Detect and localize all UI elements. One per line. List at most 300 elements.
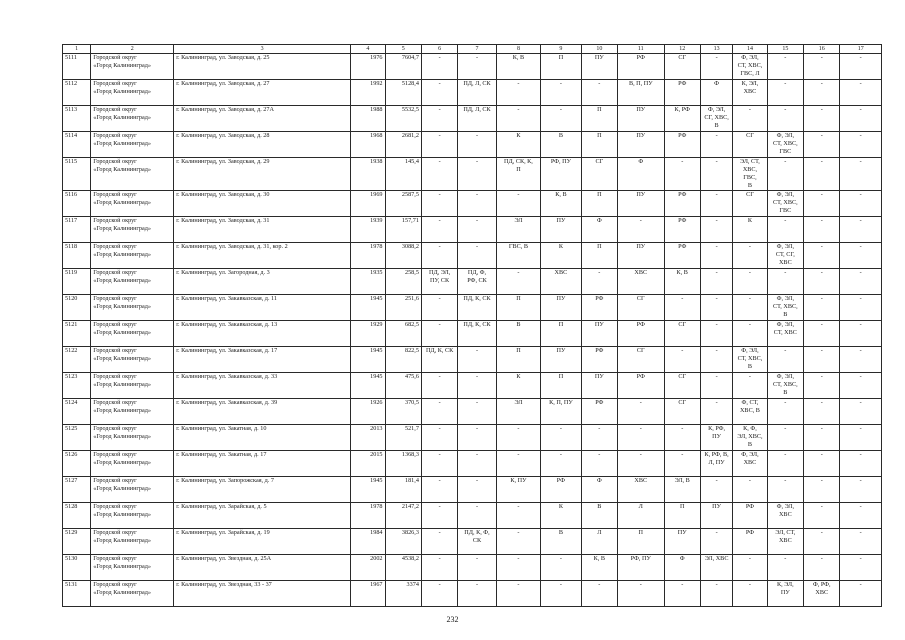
table-cell: Городской округ «Город Калининград» xyxy=(91,191,174,217)
table-cell: г. Калининград, ул. Заводская, д. 30 xyxy=(174,191,351,217)
table-cell: РФ xyxy=(664,243,700,269)
column-number: 5 xyxy=(385,45,421,54)
table-cell: - xyxy=(804,477,840,503)
table-cell: К, РФ xyxy=(664,106,700,132)
table-cell: ПУ xyxy=(618,132,665,158)
table-cell: - xyxy=(804,347,840,373)
table-cell: ПУ xyxy=(581,321,617,347)
table-cell: - xyxy=(767,217,803,243)
table-cell: - xyxy=(804,217,840,243)
table-cell: - xyxy=(700,321,732,347)
table-cell: - xyxy=(700,191,732,217)
table-cell: 5128,4 xyxy=(385,80,421,106)
table-cell: Городской округ «Город Калининград» xyxy=(91,269,174,295)
table-cell: Ф, ЭЛ, СТ, СГ, ХВС xyxy=(767,243,803,269)
table-cell: В xyxy=(541,132,581,158)
table-cell: - xyxy=(421,158,457,191)
table-cell: Городской округ «Город Калининград» xyxy=(91,158,174,191)
table-row xyxy=(63,191,882,217)
table-cell: 1968 xyxy=(351,132,385,158)
table-cell: - xyxy=(767,399,803,425)
table-cell: Городской округ «Город Калининград» xyxy=(91,106,174,132)
table-cell: - xyxy=(421,132,457,158)
table-cell: К, ЭЛ, ПУ xyxy=(767,581,803,607)
table-cell: Ф xyxy=(581,217,617,243)
table-cell: - xyxy=(767,158,803,191)
table-cell: - xyxy=(458,132,496,158)
table-cell: - xyxy=(840,80,882,106)
page-number: 232 xyxy=(446,615,459,624)
table-cell: П xyxy=(496,295,540,321)
table-cell: 157,71 xyxy=(385,217,421,243)
table-cell: Городской округ «Город Калининград» xyxy=(91,503,174,529)
table-row xyxy=(63,295,882,321)
table-cell: ЭЛ, ХВС xyxy=(700,555,732,581)
table-cell: 1945 xyxy=(351,295,385,321)
table-cell: 822,5 xyxy=(385,347,421,373)
table-cell: г. Калининград, ул. Заводская, д. 31, кор. 2 xyxy=(174,243,351,269)
table-row xyxy=(63,477,882,503)
table-cell: В xyxy=(541,529,581,555)
table-cell: 2587,5 xyxy=(385,191,421,217)
table-cell: - xyxy=(541,555,581,581)
table-cell: Городской округ «Город Калининград» xyxy=(91,217,174,243)
table-cell: - xyxy=(767,54,803,80)
table-cell: - xyxy=(421,80,457,106)
table-cell: 1988 xyxy=(351,106,385,132)
table-cell: г. Калининград, ул. Зарайская, д. 5 xyxy=(174,503,351,529)
table-cell: ПУ xyxy=(581,54,617,80)
table-cell: СГ xyxy=(733,132,767,158)
table-cell: - xyxy=(421,425,457,451)
table-cell: Ф xyxy=(700,80,732,106)
table-cell: - xyxy=(421,477,457,503)
table-cell: - xyxy=(421,529,457,555)
table-cell: - xyxy=(767,269,803,295)
table-cell: Городской округ «Город Калининград» xyxy=(91,347,174,373)
table-cell: г. Калининград, ул. Закавказская, д. 39 xyxy=(174,399,351,425)
table-cell: - xyxy=(840,425,882,451)
table-cell: К xyxy=(496,373,540,399)
table-cell: Городской округ «Город Калининград» xyxy=(91,399,174,425)
table-cell: г. Калининград, ул. Закатная, д. 17 xyxy=(174,451,351,477)
table-cell: - xyxy=(840,347,882,373)
table-cell: - xyxy=(496,555,540,581)
column-number: 15 xyxy=(767,45,803,54)
table-cell: - xyxy=(840,581,882,607)
table-cell: - xyxy=(700,581,732,607)
table-cell: РФ xyxy=(541,477,581,503)
table-cell: - xyxy=(804,321,840,347)
table-cell: - xyxy=(618,399,665,425)
table-cell: г. Калининград, ул. Заводская, д. 29 xyxy=(174,158,351,191)
table-cell: РФ xyxy=(581,295,617,321)
table-cell: 2002 xyxy=(351,555,385,581)
table-cell: РФ xyxy=(664,191,700,217)
table-cell: - xyxy=(804,555,840,581)
table-cell: СГ xyxy=(664,54,700,80)
table-cell: - xyxy=(840,555,882,581)
table-cell: К, В xyxy=(664,269,700,295)
table-cell: - xyxy=(840,54,882,80)
table-cell: 1978 xyxy=(351,503,385,529)
table-cell: г. Калининград, ул. Загородная, д. 3 xyxy=(174,269,351,295)
table-row xyxy=(63,217,882,243)
table-cell: - xyxy=(840,451,882,477)
table-cell: - xyxy=(458,373,496,399)
table-row xyxy=(63,347,882,373)
table-cell: ПД, К, СК xyxy=(421,347,457,373)
column-number: 14 xyxy=(733,45,767,54)
table-cell: - xyxy=(421,321,457,347)
table-cell: ЭЛ, СТ, ХВС xyxy=(767,529,803,555)
table-cell: - xyxy=(767,425,803,451)
table-cell: К, Ф, ЭЛ, ХВС, В xyxy=(733,425,767,451)
table-cell: К, ПУ xyxy=(496,477,540,503)
table-cell: - xyxy=(700,158,732,191)
table-cell: - xyxy=(700,269,732,295)
table-cell: - xyxy=(840,399,882,425)
table-cell: г. Калининград, ул. Заводская, д. 25 xyxy=(174,54,351,80)
table-cell: Ф, ЭЛ, СТ, ХВС xyxy=(767,321,803,347)
table-cell: - xyxy=(840,191,882,217)
table-cell: Ф, ЭЛ, СТ, ХВС, ГВС xyxy=(767,191,803,217)
table-cell: Ф xyxy=(664,555,700,581)
table-cell: 5116 xyxy=(63,191,91,217)
table-cell: - xyxy=(767,347,803,373)
table-cell: К xyxy=(496,132,540,158)
column-number: 17 xyxy=(840,45,882,54)
table-cell: К, П, ПУ xyxy=(541,399,581,425)
table-cell: 1984 xyxy=(351,529,385,555)
table-cell: 5128 xyxy=(63,503,91,529)
table-cell: - xyxy=(458,477,496,503)
table-cell: ПД, Ф, РФ, СК xyxy=(458,269,496,295)
table-cell: Ф, ЭЛ, ХВС xyxy=(767,503,803,529)
column-number: 10 xyxy=(581,45,617,54)
table-cell: Ф, ЭЛ, СТ, ХВС, ГВС, Л xyxy=(733,54,767,80)
column-number: 11 xyxy=(618,45,665,54)
table-cell: 4538,2 xyxy=(385,555,421,581)
table-cell: - xyxy=(804,243,840,269)
table-cell: РФ xyxy=(733,503,767,529)
column-number: 13 xyxy=(700,45,732,54)
table-cell: 2147,2 xyxy=(385,503,421,529)
table-cell: РФ xyxy=(664,217,700,243)
table-cell: СГ xyxy=(733,191,767,217)
table-cell: - xyxy=(421,555,457,581)
table-cell: Ф, ЭЛ, СТ, ХВС, ГВС xyxy=(767,132,803,158)
table-cell: - xyxy=(496,106,540,132)
table-cell: г. Калининград, ул. Звездная, д. 25А xyxy=(174,555,351,581)
table-cell: г. Калининград, ул. Заводская, д. 27А xyxy=(174,106,351,132)
table-cell: Городской округ «Город Калининград» xyxy=(91,477,174,503)
table-cell: - xyxy=(421,191,457,217)
table-cell: г. Калининград, ул. Закавказская, д. 17 xyxy=(174,347,351,373)
table-cell: ЭЛ xyxy=(496,399,540,425)
table-cell: 5114 xyxy=(63,132,91,158)
table-cell: Городской округ «Город Калининград» xyxy=(91,321,174,347)
table-cell: К, ЭЛ, ХВС xyxy=(733,80,767,106)
table-cell: Ф, ЭЛ, СТ, ХВС, В xyxy=(767,295,803,321)
table-cell: 5120 xyxy=(63,295,91,321)
table-cell: - xyxy=(700,217,732,243)
table-cell: - xyxy=(581,451,617,477)
table-cell: 5121 xyxy=(63,321,91,347)
table-cell: - xyxy=(581,269,617,295)
table-cell: К, В xyxy=(541,191,581,217)
table-cell: ПУ xyxy=(541,217,581,243)
table-cell: - xyxy=(804,373,840,399)
table-cell: СГ xyxy=(664,399,700,425)
table-cell: К xyxy=(541,503,581,529)
table-cell: Городской округ «Город Калининград» xyxy=(91,373,174,399)
table-cell: ПУ xyxy=(541,295,581,321)
table-cell: РФ xyxy=(618,321,665,347)
table-cell: Городской округ «Город Калининград» xyxy=(91,529,174,555)
table-row xyxy=(63,243,882,269)
table-cell: ПУ xyxy=(700,503,732,529)
table-cell: РФ, ПУ xyxy=(618,555,665,581)
table-cell: 7604,7 xyxy=(385,54,421,80)
table-cell: - xyxy=(421,373,457,399)
table-cell: - xyxy=(421,217,457,243)
table-cell: - xyxy=(700,295,732,321)
table-cell: 5125 xyxy=(63,425,91,451)
column-number: 9 xyxy=(541,45,581,54)
table-cell: - xyxy=(733,477,767,503)
table-cell: Городской округ «Город Калининград» xyxy=(91,295,174,321)
table-cell: 5119 xyxy=(63,269,91,295)
table-cell: 475,6 xyxy=(385,373,421,399)
table-cell: - xyxy=(804,503,840,529)
table-cell: 5130 xyxy=(63,555,91,581)
table-cell: - xyxy=(804,295,840,321)
table-cell: 181,4 xyxy=(385,477,421,503)
table-cell: 5129 xyxy=(63,529,91,555)
table-cell: - xyxy=(664,581,700,607)
registry-table xyxy=(62,44,882,607)
table-cell: - xyxy=(804,191,840,217)
table-cell: - xyxy=(840,243,882,269)
table-cell: 1945 xyxy=(351,477,385,503)
table-cell: - xyxy=(421,581,457,607)
table-cell: - xyxy=(541,451,581,477)
table-cell: ПУ xyxy=(618,243,665,269)
table-row xyxy=(63,54,882,80)
table-cell: 1935 xyxy=(351,269,385,295)
table-cell: - xyxy=(421,399,457,425)
table-cell: ПУ xyxy=(581,373,617,399)
table-cell: СГ xyxy=(664,373,700,399)
table-row xyxy=(63,581,882,607)
table-cell: К xyxy=(733,217,767,243)
table-cell: 1976 xyxy=(351,54,385,80)
table-cell: - xyxy=(804,54,840,80)
table-cell: - xyxy=(496,451,540,477)
column-number: 4 xyxy=(351,45,385,54)
table-cell: - xyxy=(421,106,457,132)
table-cell: ХВС xyxy=(618,477,665,503)
table-cell: 1978 xyxy=(351,243,385,269)
table-cell: - xyxy=(767,80,803,106)
table-cell: СГ xyxy=(664,321,700,347)
table-cell: - xyxy=(840,373,882,399)
table-cell: Городской округ «Город Калининград» xyxy=(91,581,174,607)
table-cell: - xyxy=(581,80,617,106)
table-cell: Ф, ЭЛ, СТ, ХВС, В xyxy=(733,347,767,373)
table-cell: г. Калининград, ул. Заводская, д. 28 xyxy=(174,132,351,158)
table-cell: 370,5 xyxy=(385,399,421,425)
table-cell: ПУ xyxy=(618,191,665,217)
table-cell: К xyxy=(541,243,581,269)
table-cell: ПД, К, СК xyxy=(458,321,496,347)
table-cell: П xyxy=(496,347,540,373)
table-cell: - xyxy=(458,399,496,425)
table-cell: 251,6 xyxy=(385,295,421,321)
table-cell: - xyxy=(804,132,840,158)
table-cell: - xyxy=(618,581,665,607)
table-cell: Городской округ «Город Калининград» xyxy=(91,132,174,158)
table-cell: - xyxy=(581,581,617,607)
table-cell: - xyxy=(618,451,665,477)
table-cell: ПУ xyxy=(541,347,581,373)
table-cell: г. Калининград, ул. Закатная, д. 10 xyxy=(174,425,351,451)
table-cell: - xyxy=(421,243,457,269)
table-cell: - xyxy=(767,477,803,503)
table-cell: - xyxy=(421,295,457,321)
table-cell: - xyxy=(733,243,767,269)
table-cell: - xyxy=(664,295,700,321)
table-cell: - xyxy=(541,106,581,132)
table-cell: - xyxy=(804,269,840,295)
table-cell: 5117 xyxy=(63,217,91,243)
table-cell: - xyxy=(840,217,882,243)
table-cell: 3088,2 xyxy=(385,243,421,269)
table-cell: ХВС xyxy=(618,269,665,295)
table-cell: - xyxy=(733,269,767,295)
table-cell: - xyxy=(541,80,581,106)
table-cell: Ф, СТ, ХВС, В xyxy=(733,399,767,425)
table-cell: СГ xyxy=(581,158,617,191)
column-number: 16 xyxy=(804,45,840,54)
table-cell: - xyxy=(581,425,617,451)
table-cell: - xyxy=(804,425,840,451)
table-cell: - xyxy=(700,529,732,555)
table-cell: ЭЛ, СТ, ХВС, ГВС, В xyxy=(733,158,767,191)
table-cell: ЭЛ, В xyxy=(664,477,700,503)
table-cell: г. Калининград, ул. Закавказская, д. 33 xyxy=(174,373,351,399)
table-row xyxy=(63,106,882,132)
table-cell: РФ xyxy=(618,373,665,399)
table-cell: - xyxy=(767,555,803,581)
table-cell: - xyxy=(458,425,496,451)
table-cell: ПД, СК, К, П xyxy=(496,158,540,191)
table-cell: 2015 xyxy=(351,451,385,477)
column-number: 3 xyxy=(174,45,351,54)
table-cell: - xyxy=(458,54,496,80)
column-number: 2 xyxy=(91,45,174,54)
table-cell: 5112 xyxy=(63,80,91,106)
table-cell: 1926 xyxy=(351,399,385,425)
table-cell: Л xyxy=(618,503,665,529)
table-cell: - xyxy=(664,425,700,451)
column-number-row xyxy=(63,45,882,54)
table-cell: 3826,3 xyxy=(385,529,421,555)
table-cell: - xyxy=(700,477,732,503)
table-cell: - xyxy=(840,158,882,191)
column-number: 12 xyxy=(664,45,700,54)
column-number: 6 xyxy=(421,45,457,54)
table-cell: П xyxy=(541,54,581,80)
table-cell: 5131 xyxy=(63,581,91,607)
table-cell: - xyxy=(840,106,882,132)
table-cell: - xyxy=(804,399,840,425)
table-cell: 1967 xyxy=(351,581,385,607)
table-cell: РФ xyxy=(581,347,617,373)
table-cell: 5113 xyxy=(63,106,91,132)
table-cell: - xyxy=(700,373,732,399)
table-cell: - xyxy=(700,243,732,269)
table-cell: ГВС, В xyxy=(496,243,540,269)
table-cell: П xyxy=(664,503,700,529)
table-cell: - xyxy=(840,295,882,321)
table-cell: Ф, ЭЛ, СГ, ХВС, В xyxy=(700,106,732,132)
table-cell: РФ, ПУ xyxy=(541,158,581,191)
table-cell: - xyxy=(496,581,540,607)
table-cell: г. Калининград, ул. Зарайская, д. 19 xyxy=(174,529,351,555)
table-cell: - xyxy=(496,503,540,529)
table-cell: 1939 xyxy=(351,217,385,243)
table-cell: - xyxy=(700,54,732,80)
table-cell: - xyxy=(496,191,540,217)
table-cell: - xyxy=(618,425,665,451)
table-cell: - xyxy=(458,503,496,529)
table-row xyxy=(63,451,882,477)
table-cell: К, РФ, В, Л, ПУ xyxy=(700,451,732,477)
table-cell: - xyxy=(700,132,732,158)
table-cell: РФ xyxy=(664,132,700,158)
table-cell: - xyxy=(804,529,840,555)
table-cell: 145,4 xyxy=(385,158,421,191)
table-cell: - xyxy=(767,451,803,477)
table-cell: - xyxy=(458,243,496,269)
table-cell: 682,5 xyxy=(385,321,421,347)
table-cell: 5118 xyxy=(63,243,91,269)
table-cell: - xyxy=(458,451,496,477)
table-row xyxy=(63,399,882,425)
table-cell: - xyxy=(804,106,840,132)
table-cell: 521,7 xyxy=(385,425,421,451)
column-number: 8 xyxy=(496,45,540,54)
table-cell: - xyxy=(733,581,767,607)
table-cell: Ф, ЭЛ, СТ, ХВС, В xyxy=(767,373,803,399)
table-cell: К, В xyxy=(581,555,617,581)
table-cell: К, РФ, ПУ xyxy=(700,425,732,451)
table-cell: 3374 xyxy=(385,581,421,607)
table-cell: Ф, РФ, ХВС xyxy=(804,581,840,607)
table-cell: - xyxy=(733,373,767,399)
table-cell: ПУ xyxy=(618,106,665,132)
table-row xyxy=(63,132,882,158)
table-cell: Ф xyxy=(618,158,665,191)
table-cell: - xyxy=(840,132,882,158)
table-cell: Городской округ «Город Калининград» xyxy=(91,54,174,80)
table-cell: П xyxy=(581,191,617,217)
table-cell: СГ xyxy=(618,347,665,373)
table-cell: г. Калининград, ул. Запорожская, д. 7 xyxy=(174,477,351,503)
table-cell: РФ xyxy=(733,529,767,555)
